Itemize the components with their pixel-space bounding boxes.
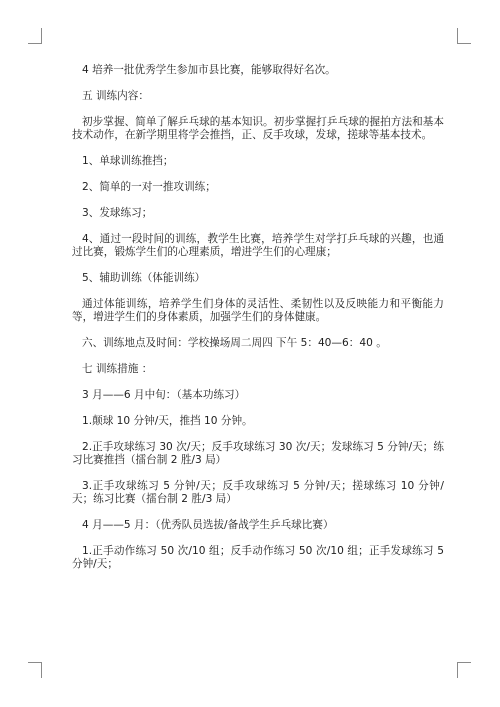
crop-mark-top-right [457,28,471,44]
section-heading-location-time: 六、训练地点及时间：学校操场周二周四 下午 5：40—6：40 。 [82,337,387,349]
crop-mark-top-left [28,28,42,44]
content-item-4: 4、通过一段时间的训练，教学生比赛，培养学生对学打乒乓球的兴趣，也通过比赛，锻炼学生们的心理素质，增进学生们的心理康； [72,233,444,258]
document-body [72,64,444,571]
training-content-intro: 初步掌握、简单了解乒乓球的基本知识。初步掌握打乒乓球的握拍方法和基本技术动作，在新学期里将学会推挡，正、反手攻球，发球，搓球等基本技术。 [72,116,444,141]
phase-heading-march-june: 3 月——6 月中旬：（基本功练习） [82,389,246,401]
section-heading-measures: 七 训练措施 ： [82,363,153,375]
content-item-3: 3、发球练习； [82,207,153,219]
content-item-1: 1、单球训练推挡； [82,155,174,167]
measure-item-2: 2.正手攻球练习 30 次/天；反手攻球练习 30 次/天；发球练习 5 分钟/天；练习比赛推挡（擂台制 2 胜/3 局） [72,441,444,466]
measure-item-3: 3.正手攻球练习 5 分钟/天；反手攻球练习 5 分钟/天；搓球练习 10 分钟/天；练习比赛（擂台制 2 胜/3 局） [72,480,444,505]
phase-heading-april-may: 4 月——5 月：（优秀队员选拔/备战学生乒乓球比赛） [82,519,334,531]
content-item-2: 2、简单的一对一推攻训练； [82,181,216,193]
phase-2-item-1: 1.正手动作练习 50 次/10 组；反手动作练习 50 次/10 组；正手发球练习 5 分钟/天； [72,545,444,570]
content-item-5: 5、辅助训练（体能训练） [82,272,206,284]
goal-item-4: 4 培养一批优秀学生参加市县比赛，能够取得好名次。 [82,64,336,76]
measure-item-1: 1.颠球 10 分钟/天，推挡 10 分钟。 [82,415,253,427]
section-heading-training-content: 五 训练内容： [82,90,149,102]
crop-mark-bottom-left [28,662,42,678]
fitness-training-description: 通过体能训练，培养学生们身体的灵活性、柔韧性以及反映能力和平衡能力等，增进学生们的身体素质，加强学生们的身体健康。 [72,298,444,323]
crop-mark-bottom-right [457,662,471,678]
